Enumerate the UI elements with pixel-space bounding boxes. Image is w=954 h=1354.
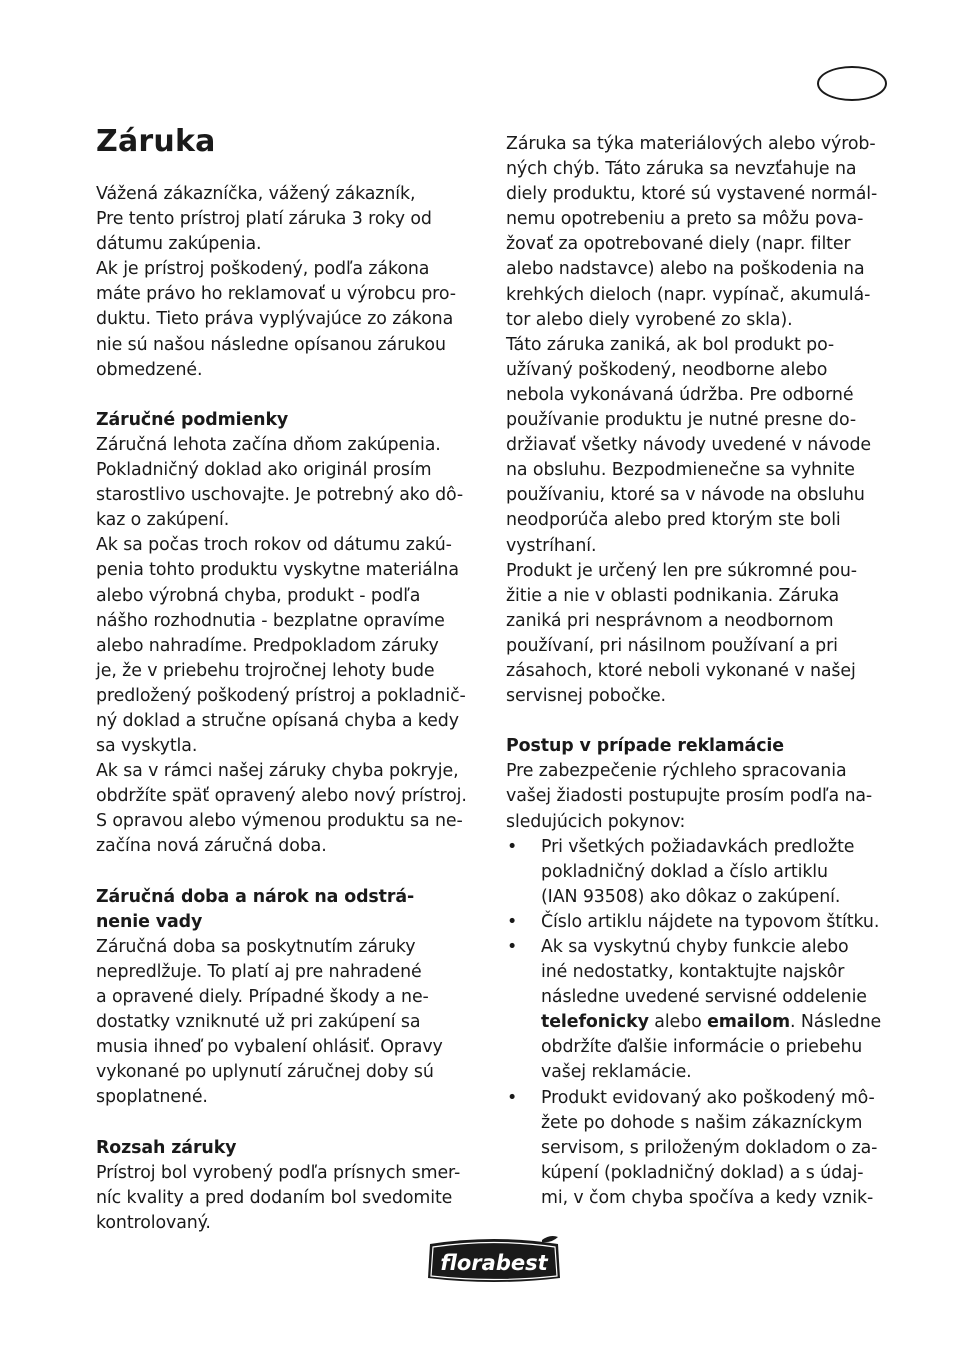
text-line: níc kvality a pred dodaním bol svedomite	[96, 1187, 453, 1208]
list-item	[506, 835, 901, 910]
text-line: je, že v priebehu trojročnej lehoty bude	[96, 660, 435, 681]
text-line: následne uvedené servisné oddelenie	[541, 987, 867, 1008]
text-line: obdržíte ďalšie informácie o priebehu	[541, 1037, 863, 1058]
text-line: začína nová záručná doba.	[96, 836, 327, 857]
text-line: Prístroj bol vyrobený podľa prísnych smer-	[96, 1162, 461, 1183]
text-line: kaz o zakúpení.	[96, 510, 230, 531]
logo-text: florabest	[440, 1251, 548, 1275]
text-line: zaniká pri nesprávnom a neodbornom	[506, 610, 834, 631]
text-line: alebo nahradíme. Predpokladom záruky	[96, 635, 439, 656]
text-line: žitie a nie v oblasti podnikania. Záruka	[506, 585, 840, 606]
text-line: neodporúča alebo pred ktorým ste boli	[506, 510, 841, 531]
text-line: Ak sa v rámci našej záruky chyba pokryje,	[96, 761, 459, 782]
text-line: vašej žiadosti postupujte prosím podľa na-	[506, 786, 873, 807]
text-line: držiavať všetky návody uvedené v návode	[506, 435, 871, 456]
text-line: Produkt je určený len pre súkromné pou-	[506, 560, 857, 581]
text-line: Záručná doba sa poskytnutím záruky	[96, 936, 416, 957]
text-line: vašej reklamácie.	[541, 1062, 692, 1083]
right-column	[506, 132, 901, 1211]
text-line: kontrolovaný.	[96, 1212, 211, 1233]
text-line: vykonané po uplynutí záručnej doby sú	[96, 1062, 434, 1083]
text-line: musia ihneď po vybalení ohlásiť. Opravy	[96, 1037, 443, 1058]
contact-methods-line	[541, 1010, 901, 1035]
or-text: alebo	[648, 1012, 708, 1033]
text-line: obdržíte späť opravený alebo nový prístroj.	[96, 786, 467, 807]
language-badge	[817, 66, 887, 101]
text-line: predložený poškodený prístroj a pokladnič-	[96, 685, 466, 706]
text-line: starostlivo uschovajte. Je potrebný ako dô-	[96, 485, 464, 506]
claim-intro-paragraph	[506, 759, 901, 834]
text-line: zásahoch, ktoré neboli vykonané v našej	[506, 660, 856, 681]
text-line: Pri všetkých požiadavkách predložte	[541, 836, 855, 857]
text-line: vystríhaní.	[506, 535, 597, 556]
text-line: Ak sa počas troch rokov od dátumu zakú-	[96, 535, 452, 556]
text-line: tor alebo diely vyrobené zo skla).	[506, 309, 793, 330]
text-line: (IAN 93508) ako dôkaz o zakúpení.	[541, 886, 841, 907]
text-line: servisom, s priloženým dokladom o za-	[541, 1137, 878, 1158]
text-line: nášho rozhodnutia - bezplatne opravíme	[96, 610, 445, 631]
text-line: S opravou alebo výmenou produktu sa ne-	[96, 811, 463, 832]
text-line: alebo výrobná chyba, produkt - podľa	[96, 585, 421, 606]
text-line: Ak sa vyskytnú chyby funkcie alebo	[541, 937, 849, 957]
intro-paragraph	[96, 182, 491, 383]
bullet-dot: •	[507, 937, 518, 957]
text-line: žete po dohode s našim zákazníckym	[541, 1112, 863, 1133]
left-column	[96, 182, 491, 1236]
list-item	[506, 910, 901, 935]
email-bold-text: emailom	[707, 1012, 791, 1033]
text-line: dostatky vzniknuté už pri zakúpení sa	[96, 1012, 421, 1033]
text-line: Ak je prístroj poškodený, podľa zákona	[96, 259, 430, 280]
text-line: používaní, pri násilnom používaní a pri	[506, 635, 838, 656]
period-paragraph	[96, 935, 491, 1111]
text-line: a opravené diely. Prípadné škody a ne-	[96, 987, 429, 1007]
text-line: používaniu, ktoré sa v návode na obsluhu	[506, 485, 865, 506]
conditions-paragraph	[96, 433, 491, 860]
text-line: nepredlžuje. To platí aj pre nahradené	[96, 961, 422, 982]
text-line: kúpení (pokladničný doklad) a s údaj-	[541, 1162, 864, 1183]
text-line: Produkt evidovaný ako poškodený mô-	[541, 1087, 875, 1108]
text-line: spoplatnené.	[96, 1087, 208, 1108]
text-line: na obsluhu. Bezpodmienečne sa vyhnite	[506, 460, 855, 481]
bullet-dot: •	[507, 1087, 518, 1108]
text-line: alebo nadstavce) alebo na poškodenia na	[506, 259, 865, 280]
text-line: pokladničný doklad a číslo artiklu	[541, 861, 828, 882]
scope-continued-paragraph	[506, 132, 901, 709]
scope-paragraph	[96, 1161, 491, 1236]
text-line: Vážená zákazníčka, vážený zákazník,	[96, 184, 416, 204]
text-line: sledujúcich pokynov:	[506, 811, 686, 832]
text-line: sa vyskytla.	[96, 736, 198, 757]
list-item	[506, 935, 901, 1086]
text-line: Pre zabezpečenie rýchleho spracovania	[506, 761, 847, 782]
conditions-heading: Záručné podmienky	[96, 409, 289, 430]
text-line: Záruka sa týka materiálových alebo výrob-	[506, 134, 876, 154]
florabest-logo	[424, 1236, 564, 1288]
period-heading-line: Záručná doba a nárok na odstrá-	[96, 886, 415, 907]
scope-heading: Rozsah záruky	[96, 1137, 237, 1158]
text-line: Číslo artiklu nájdete na typovom štítku.	[541, 911, 880, 932]
list-item	[506, 1086, 901, 1211]
text-line: penia tohto produktu vyskytne materiálna	[96, 560, 459, 581]
after-text: . Následne	[790, 1012, 882, 1033]
text-line: Táto záruka zaniká, ak bol produkt po-	[506, 334, 835, 355]
text-line: duktu. Tieto práva vyplývajúce zo zákona	[96, 309, 454, 330]
text-line: nebola vykonávaná údržba. Pre odborné	[506, 384, 854, 405]
text-line: iné nedostatky, kontaktujte najskôr	[541, 962, 845, 983]
text-line: servisnej pobočke.	[506, 686, 666, 707]
text-line: Pre tento prístroj platí záruka 3 roky od	[96, 209, 432, 230]
text-line: užívaný poškodený, neodborne alebo	[506, 359, 828, 380]
text-line: nie sú našou následne opísanou zárukou	[96, 334, 446, 355]
text-line: dátumu zakúpenia.	[96, 234, 262, 255]
page-title: Záruka	[96, 124, 216, 159]
bullet-dot: •	[507, 836, 518, 857]
bullet-dot: •	[507, 911, 518, 932]
phone-bold-text: telefonicky	[541, 1012, 649, 1033]
text-line: Pokladničný doklad ako originál prosím	[96, 460, 432, 481]
claim-heading: Postup v prípade reklamácie	[506, 736, 784, 757]
text-line: diely produktu, ktoré sú vystavené normál-	[506, 184, 878, 205]
text-line: krehkých dieloch (napr. vypínač, akumulá-	[506, 284, 871, 305]
period-heading-line: nenie vady	[96, 911, 203, 932]
text-line: používanie produktu je nutné presne do-	[506, 410, 857, 431]
text-line: máte právo ho reklamovať u výrobcu pro-	[96, 284, 456, 305]
text-line: mi, v čom chyba spočíva a kedy vznik-	[541, 1187, 874, 1208]
text-line: ných chýb. Táto záruka sa nevzťahuje na	[506, 159, 857, 180]
text-line: nemu opotrebeniu a preto sa môžu pova-	[506, 209, 864, 230]
text-line: obmedzené.	[96, 359, 203, 380]
text-line: ný doklad a stručne opísaná chyba a kedy	[96, 710, 459, 731]
text-line: žovať za opotrebované diely (napr. filter	[506, 234, 851, 255]
text-line: Záručná lehota začína dňom zakúpenia.	[96, 434, 441, 455]
